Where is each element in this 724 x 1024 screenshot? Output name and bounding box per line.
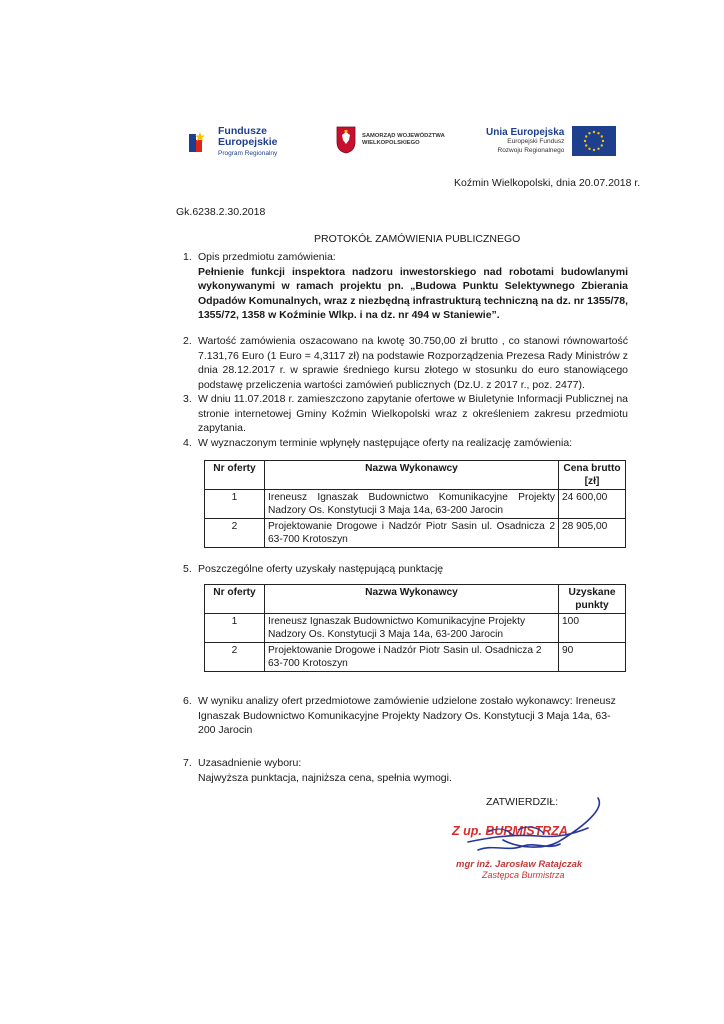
stamp-line-2: mgr inż. Jarosław Ratajczak xyxy=(456,859,583,870)
item-2-text: Wartość zamówienia oszacowano na kwotę 30.750,00 zł brutto , co stanowi równowartość 7.131,76 Euro (1 Euro = 4,3117 zł) na podstawie Rozporządzenia Prezesa Rady Ministrów z dnia 28.12.2017 r. w sprawie średniego kursu złotego w stosunku do euro stanowiącego podstawę przeliczenia wartości zamówień publicznych (Dz.U. z 2017 r., poz. 2477). xyxy=(198,335,628,391)
points-header-nr: Nr oferty xyxy=(205,585,265,614)
item-4-number: 4. xyxy=(183,437,192,449)
points-name: Projektowanie Drogowe i Nadzór Piotr Sasin ul. Osadnicza 2 63-700 Krotoszyn xyxy=(265,643,559,672)
offers-header-value: Cena brutto [zł] xyxy=(559,461,626,490)
fundusze-europejskie-emblem-icon xyxy=(186,130,212,156)
points-nr: 2 xyxy=(205,643,265,672)
item-7-text: Najwyższa punktacja, najniższa cena, spełnia wymogi. xyxy=(198,771,452,784)
item-2-number: 2. xyxy=(183,335,192,347)
item-1-number: 1. xyxy=(183,251,192,263)
eagle-shield-icon xyxy=(336,126,356,154)
points-table-header-row xyxy=(205,585,626,614)
offer-name: Ireneusz Ignaszak Budownictwo Komunikacyjne Projekty Nadzory Os. Konstytucji 3 Maja 14a, 63-200 Jarocin xyxy=(265,490,559,519)
table-row xyxy=(205,643,626,672)
ue-sub1: Europejski Fundusz xyxy=(507,137,565,145)
item-1-label: Opis przedmiotu zamówienia: xyxy=(198,251,336,263)
eu-flag-icon xyxy=(572,126,616,156)
unia-europejska-logo xyxy=(486,126,616,156)
approval-label: ZATWIERDZIŁ: xyxy=(486,796,559,808)
item-4-text: W wyznaczonym terminie wpłynęły następujące oferty na realizację zamówienia: xyxy=(198,437,573,449)
table-row xyxy=(205,614,626,643)
item-4 xyxy=(183,436,628,451)
ue-title: Unia Europejska xyxy=(486,126,565,138)
item-5 xyxy=(183,562,628,577)
offers-header-nr: Nr oferty xyxy=(205,461,265,490)
samorzad-wojewodztwa-logo xyxy=(336,126,445,154)
fe-title-line2: Europejskie xyxy=(218,136,278,148)
points-header-name: Nazwa Wykonawcy xyxy=(265,585,559,614)
item-6-text: W wyniku analizy ofert przedmiotowe zamówienie udzielone zostało wykonawcy: Ireneusz Ignaszak Budownictwo Komunikacyjne Projekty Nadzory Os. Konstytucji 3 Maja 14a, 63-200 Jarocin xyxy=(198,695,616,736)
item-5-number: 5. xyxy=(183,563,192,575)
offers-table xyxy=(204,460,626,548)
offer-price: 28 905,00 xyxy=(559,519,626,548)
stamp-line-1: Z up. BURMISTRZA xyxy=(452,824,568,838)
item-5-text: Poszczególne oferty uzyskały następującą punktację xyxy=(198,563,444,575)
sw-line2: WIELKOPOLSKIEGO xyxy=(362,140,420,146)
item-7-number: 7. xyxy=(183,757,192,769)
points-table xyxy=(204,584,626,672)
item-2 xyxy=(183,334,628,392)
ue-sub2: Rozwoju Regionalnego xyxy=(497,146,565,154)
offers-table-header-row xyxy=(205,461,626,490)
item-7-label: Uzasadnienie wyboru: xyxy=(198,757,302,769)
item-7 xyxy=(183,756,628,785)
points-value: 100 xyxy=(559,614,626,643)
place-date: Koźmin Wielkopolski, dnia 20.07.2018 r. xyxy=(454,177,641,189)
offers-header-name: Nazwa Wykonawcy xyxy=(265,461,559,490)
stamp-line-3: Zastępca Burmistrza xyxy=(482,870,565,880)
points-name: Ireneusz Ignaszak Budownictwo Komunikacyjne Projekty Nadzory Os. Konstytucji 3 Maja 14a, 63-200 Jarocin xyxy=(265,614,559,643)
item-6 xyxy=(183,694,628,738)
offer-nr: 1 xyxy=(205,490,265,519)
fundusze-europejskie-logo xyxy=(186,126,278,159)
document-title: PROTOKÓŁ ZAMÓWIENIA PUBLICZNEGO xyxy=(314,233,521,245)
item-1-subject: Pełnienie funkcji inspektora nadzoru inwestorskiego nad robotami budowlanymi wykonywanymi w ramach projektu pn. „Budowa Punktu Selektywnego Zbierania Odpadów Komunalnych, wraz z niezbędną infrastrukturą techniczną na dz. nr 1355/78, 1355/72, 1358 w Koźminie Wlkp. i na dz. nr 494 w Staniewie”. xyxy=(198,265,629,321)
item-3-text: W dniu 11.07.2018 r. zamieszczono zapytanie ofertowe w Biuletynie Informacji Publicznej na stronie internetowej Gminy Koźmin Wielkopolski wraz z określeniem zakresu przedmiotu zapytania. xyxy=(198,393,628,434)
item-1 xyxy=(183,250,629,323)
points-nr: 1 xyxy=(205,614,265,643)
table-row xyxy=(205,490,626,519)
fe-subtitle: Program Regionalny xyxy=(218,150,278,157)
item-3-number: 3. xyxy=(183,393,192,405)
sw-line1: SAMORZĄD WOJEWÓDZTWA xyxy=(362,133,445,139)
fe-title-line1: Fundusze xyxy=(218,125,267,137)
points-value: 90 xyxy=(559,643,626,672)
points-header-value: Uzyskane punkty xyxy=(559,585,626,614)
offer-nr: 2 xyxy=(205,519,265,548)
item-6-number: 6. xyxy=(183,695,192,707)
offer-name: Projektowanie Drogowe i Nadzór Piotr Sasin ul. Osadnicza 2 63-700 Krotoszyn xyxy=(265,519,559,548)
offer-price: 24 600,00 xyxy=(559,490,626,519)
handwritten-signature xyxy=(448,790,618,880)
reference-number: Gk.6238.2.30.2018 xyxy=(176,206,266,218)
table-row xyxy=(205,519,626,548)
item-3 xyxy=(183,392,628,436)
